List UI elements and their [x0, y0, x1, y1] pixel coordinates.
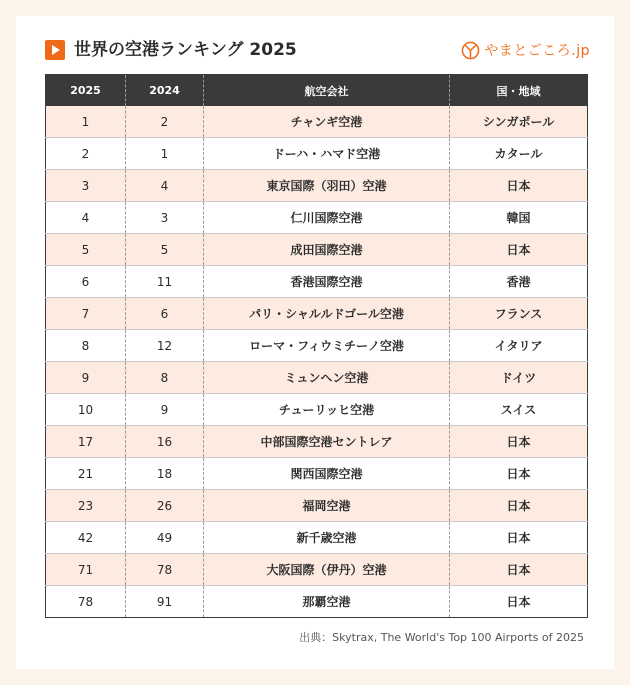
rank-2025: 7	[46, 298, 126, 330]
table-row	[46, 394, 588, 426]
country-region: 香港	[450, 266, 588, 298]
rank-2025: 8	[46, 330, 126, 362]
airport-name: 関西国際空港	[204, 458, 450, 490]
country-region: 日本	[450, 426, 588, 458]
rank-2024: 5	[126, 234, 204, 266]
rank-2025: 42	[46, 522, 126, 554]
rank-2024: 2	[126, 106, 204, 138]
country-region: 日本	[450, 458, 588, 490]
airport-name: 仁川国際空港	[204, 202, 450, 234]
airport-name: 福岡空港	[204, 490, 450, 522]
rank-2024: 6	[126, 298, 204, 330]
rank-2024: 16	[126, 426, 204, 458]
brand-logo[interactable]	[461, 38, 590, 62]
airport-name: ミュンヘン空港	[204, 362, 450, 394]
table-row	[46, 362, 588, 394]
rank-2025: 71	[46, 554, 126, 586]
table-row	[46, 234, 588, 266]
airport-name: 那覇空港	[204, 586, 450, 618]
table-row	[46, 330, 588, 362]
header-2025: 2025	[46, 75, 126, 107]
country-region: フランス	[450, 298, 588, 330]
table-row	[46, 522, 588, 554]
airport-name: ローマ・フィウミチーノ空港	[204, 330, 450, 362]
table-row	[46, 202, 588, 234]
table-row	[46, 554, 588, 586]
table-row	[46, 266, 588, 298]
rank-2024: 91	[126, 586, 204, 618]
airport-name: 成田国際空港	[204, 234, 450, 266]
rank-2025: 2	[46, 138, 126, 170]
airport-name: チューリッヒ空港	[204, 394, 450, 426]
airport-name: 中部国際空港セントレア	[204, 426, 450, 458]
table-row	[46, 298, 588, 330]
table-row	[46, 490, 588, 522]
rank-2025: 10	[46, 394, 126, 426]
table-row	[46, 426, 588, 458]
ranking-card	[16, 16, 614, 669]
rank-2025: 23	[46, 490, 126, 522]
rank-2024: 8	[126, 362, 204, 394]
rank-2024: 18	[126, 458, 204, 490]
airport-name: ドーハ・ハマド空港	[204, 138, 450, 170]
brand-name: やまとごころ.jp	[484, 43, 590, 59]
country-region: 日本	[450, 586, 588, 618]
rank-2024: 3	[126, 202, 204, 234]
table-header-row	[46, 75, 588, 107]
rank-2025: 1	[46, 106, 126, 138]
country-region: スイス	[450, 394, 588, 426]
ranking-table	[45, 74, 588, 618]
rank-2024: 49	[126, 522, 204, 554]
rank-2025: 21	[46, 458, 126, 490]
country-region: 日本	[450, 234, 588, 266]
rank-2024: 1	[126, 138, 204, 170]
country-region: 日本	[450, 554, 588, 586]
country-region: イタリア	[450, 330, 588, 362]
rank-2024: 9	[126, 394, 204, 426]
rank-2025: 5	[46, 234, 126, 266]
rank-2025: 78	[77, 594, 94, 609]
country-region: カタール	[450, 138, 588, 170]
country-region: 日本	[450, 490, 588, 522]
table-row	[46, 106, 588, 138]
page-title: 世界の空港ランキング 2025	[74, 40, 297, 60]
play-icon	[45, 40, 65, 60]
header-2024: 2024	[126, 75, 204, 107]
brand-emblem-icon	[461, 41, 480, 60]
rank-2024: 11	[126, 266, 204, 298]
country-region: 韓国	[450, 202, 588, 234]
rank-2025: 17	[46, 426, 126, 458]
rank-2024: 78	[126, 554, 204, 586]
airport-name: チャンギ空港	[204, 106, 450, 138]
table-row	[46, 170, 588, 202]
rank-2024: 12	[126, 330, 204, 362]
rank-2025: 9	[46, 362, 126, 394]
airport-name: 新千歳空港	[204, 522, 450, 554]
header-country: 国・地域	[450, 75, 588, 107]
country-region: ドイツ	[450, 362, 588, 394]
airport-name: 香港国際空港	[204, 266, 450, 298]
country-region: シンガポール	[450, 106, 588, 138]
airport-name: パリ・シャルルドゴール空港	[204, 298, 450, 330]
header-airport: 航空会社	[204, 75, 450, 107]
source-note: 出典：Skytrax, The World's Top 100 Airports of 2025	[299, 631, 584, 644]
airport-name: 東京国際（羽田）空港	[204, 170, 450, 202]
rank-2024: 4	[126, 170, 204, 202]
table-row	[46, 138, 588, 170]
title-row	[45, 38, 590, 62]
table-row	[46, 458, 588, 490]
airport-name: 大阪国際（伊丹）空港	[204, 554, 450, 586]
country-region: 日本	[450, 170, 588, 202]
table-row	[46, 586, 588, 618]
rank-2025: 6	[46, 266, 126, 298]
country-region: 日本	[450, 522, 588, 554]
rank-2025: 3	[46, 170, 126, 202]
rank-2024: 26	[126, 490, 204, 522]
rank-2025: 4	[46, 202, 126, 234]
